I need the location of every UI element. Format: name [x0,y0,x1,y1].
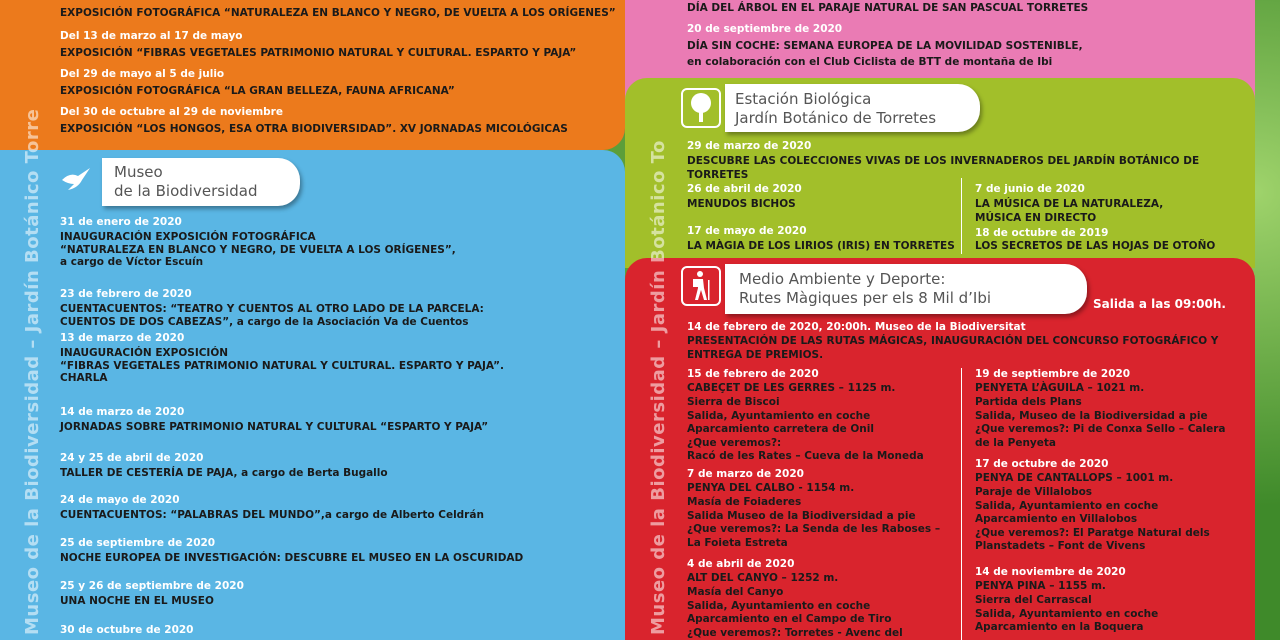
hiker-icon [688,270,714,302]
exhibition-date: Del 13 de marzo al 17 de mayo [60,30,243,42]
salida-time: Salida a las 09:00h. [1093,297,1226,311]
exhibition-date: Del 30 de octubre al 29 de noviembre [60,106,283,118]
estacion-title: DESCUBRE LAS COLECCIONES VIVAS DE LOS INVERNADEROS DEL JARDÍN BOTÁNICO DE [687,155,1200,167]
medio-header [725,264,1087,314]
medio-divider [961,368,962,640]
vertical-label-right: Museo de la Biodiversidad – Jardín Botánico To [648,140,669,635]
route-detail: Salida, Ayuntamiento en coche [975,607,1159,620]
medio-intro-title: PRESENTACIÓN DE LAS RUTAS MÁGICAS, INAUGURACIÓN DEL CONCURSO FOTOGRÁFICO Y [687,335,1219,347]
exhibition-date: Del 29 de mayo al 5 de julio [60,68,225,80]
museo-event-date: 25 y 26 de septiembre de 2020 [60,580,244,592]
route-detail: Salida Museo de la Biodiversidad a pie [687,509,916,522]
estacion-title: LOS SECRETOS DE LAS HOJAS DE OTOÑO [975,240,1216,252]
museo-event-date: 25 de septiembre de 2020 [60,537,216,549]
route-detail: Sierra de Biscoi [687,396,780,408]
museo-header-line2: de la Biodiversidad [114,182,258,200]
route-detail: ¿Que veremos?: [687,436,782,449]
route-detail: La Foieta Estreta [687,536,788,549]
medio-panel [625,258,1255,640]
route-date: 7 de marzo de 2020 [687,468,804,480]
estacion-title: TORRETES [687,169,749,181]
route-detail: Partida dels Plans [975,396,1082,408]
museo-event-line: NOCHE EUROPEA DE INVESTIGACIÓN: DESCUBRE EL MUSEO EN LA OSCURIDAD [60,552,524,564]
museo-event-line: INAUGURACIÓN EXPOSICIÓN FOTOGRÁFICA [60,231,316,243]
route-detail: ¿Que veremos?: El Paratge Natural dels [975,526,1210,539]
route-detail: Aparcamiento en la Boquera [975,621,1144,633]
route-date: 15 de febrero de 2020 [687,368,819,380]
museo-event-line: “FIBRAS VEGETALES PATRIMONIO NATURAL Y CULTURAL. ESPARTO Y PAJA”. [60,359,504,372]
route-detail: ¿Que veremos?: La Senda de les Raboses – [687,523,941,535]
medio-intro-title: ENTREGA DE PREMIOS. [687,349,824,361]
museo-icon-box [56,160,96,200]
route-title: PENYA PINA – 1155 m. [975,580,1106,592]
hiker-icon-box [681,266,721,306]
tree-icon-box [681,88,721,128]
route-title: CABEÇET DE LES GERRES – 1125 m. [687,382,896,394]
estacion-date: 17 de mayo de 2020 [687,225,807,237]
route-detail: Sierra del Carrascal [975,594,1092,606]
museo-event-line: INAUGURACIÓN EXPOSICIÓN [60,347,229,359]
route-title: PENYA DE CANTALLOPS – 1001 m. [975,472,1174,484]
route-detail: Planstadets – Font de Vivens [975,540,1146,552]
bird-icon [60,166,92,194]
route-detail: Salida, Ayuntamiento en coche [687,599,871,612]
museo-event-date: 23 de febrero de 2020 [60,288,192,300]
museo-event-date: 13 de marzo de 2020 [60,332,185,344]
estacion-date: 7 de junio de 2020 [975,183,1085,195]
route-detail: Salida, Museo de la Biodiversidad a pie [975,409,1208,422]
route-date: 17 de octubre de 2020 [975,458,1109,470]
museo-event-line: “NATURALEZA EN BLANCO Y NEGRO, DE VUELTA A LOS ORÍGENES”, [60,243,456,256]
route-detail: Aparcamiento en el Campo de Tiro [687,613,892,625]
estacion-title: LA MÚSICA DE LA NATURALEZA, [975,198,1164,210]
museo-event-date: 30 de octubre de 2020 [60,624,194,636]
route-date: 4 de abril de 2020 [687,558,795,570]
museo-event-line: CUENTACUENTOS: “PALABRAS DEL MUNDO”,a cargo de Alberto Celdrán [60,509,484,521]
route-title: ALT DEL CANYO – 1252 m. [687,572,839,584]
route-detail: Aparcamiento carretera de Onil [687,423,874,435]
exhibition-title: EXPOSICIÓN “FIBRAS VEGETALES PATRIMONIO NATURAL Y CULTURAL. ESPARTO Y PAJA” [60,47,577,59]
pink-line: en colaboración con el Club Ciclista de BTT de montaña de Ibi [687,56,1053,68]
museo-event-line: a cargo de Víctor Escuín [60,256,204,268]
museo-event-date: 24 y 25 de abril de 2020 [60,452,204,464]
exhibition-title: EXPOSICIÓN “LOS HONGOS, ESA OTRA BIODIVERSIDAD”. XV JORNADAS MICOLÓGICAS [60,123,568,135]
museo-header-line1: Museo [114,163,163,181]
route-detail: Racó de les Rates – Cueva de la Moneda [687,450,924,462]
route-detail: de la Penyeta [975,436,1056,449]
pink-date: 20 de septiembre de 2020 [687,23,843,35]
route-title: PENYA DEL CALBO - 1154 m. [687,482,855,494]
pink-line: DÍA SIN COCHE: SEMANA EUROPEA DE LA MOVILIDAD SOSTENIBLE, [687,40,1083,52]
route-date: 14 de noviembre de 2020 [975,566,1126,578]
medio-header-line2: Rutes Màgiques per els 8 Mil d’Ibi [739,289,992,307]
estacion-title: LA MÀGIA DE LOS LIRIOS (IRIS) EN TORRETES [687,240,955,252]
museo-event-date: 24 de mayo de 2020 [60,494,180,506]
estacion-panel [625,78,1255,268]
museo-event-date: 31 de enero de 2020 [60,216,182,228]
route-detail: Masía del Canyo [687,586,784,598]
tree-icon [686,92,716,124]
museo-header [102,158,300,206]
museo-event-line: TALLER DE CESTERÍA DE PAJA, a cargo de Berta Bugallo [60,467,388,479]
route-detail: Paraje de Villalobos [975,486,1093,498]
orange-exhibitions-panel [0,0,625,150]
estacion-title: MENUDOS BICHOS [687,198,796,210]
vertical-label-left: Museo de la Biodiversidad – Jardín Botánico Torre [22,108,43,635]
estacion-divider [961,178,962,254]
museo-event-date: 14 de marzo de 2020 [60,406,185,418]
museo-event-line: CHARLA [60,372,108,384]
route-detail: ¿Que veremos?: Pi de Conxa Sello – Calera [975,423,1226,435]
estacion-header-line2: Jardín Botánico de Torretes [735,109,937,127]
estacion-header-line1: Estación Biológica [735,90,872,108]
route-detail: Aparcamiento en Villalobos [975,513,1138,525]
museo-panel [0,150,625,640]
estacion-date: 18 de octubre de 2019 [975,227,1109,239]
estacion-title: MÚSICA EN DIRECTO [975,212,1097,224]
pink-line: DÍA DEL ÁRBOL EN EL PARAJE NATURAL DE SAN PASCUAL TORRETES [687,2,1089,14]
estacion-header [725,84,980,132]
route-date: 19 de septiembre de 2020 [975,368,1131,380]
museo-event-line: CUENTACUENTOS: “TEATRO Y CUENTOS AL OTRO LADO DE LA PARCELA: [60,303,484,315]
medio-header-line1: Medio Ambiente y Deporte: [739,270,946,288]
exhibition-title: EXPOSICIÓN FOTOGRÁFICA “NATURALEZA EN BLANCO Y NEGRO, DE VUELTA A LOS ORÍGENES” [60,7,616,19]
museo-event-line: CUENTOS DE DOS CABEZAS”, a cargo de la Asociación Va de Cuentos [60,315,469,328]
route-detail: Masía de Foiaderes [687,496,802,508]
route-detail: Salida, Ayuntamiento en coche [975,499,1159,512]
route-detail: Salida, Ayuntamiento en coche [687,409,871,422]
route-title: PENYETA L’ÀGUILA – 1021 m. [975,382,1145,394]
museo-event-line: JORNADAS SOBRE PATRIMONIO NATURAL Y CULTURAL “ESPARTO Y PAJA” [60,421,489,433]
medio-intro-date: 14 de febrero de 2020, 20:00h. Museo de la Biodiversitat [687,321,1026,333]
estacion-date: 29 de marzo de 2020 [687,140,812,152]
exhibition-title: EXPOSICIÓN FOTOGRÁFICA “LA GRAN BELLEZA, FAUNA AFRICANA” [60,85,455,97]
route-detail: ¿Que veremos?: Torretes - Avenc del [687,626,903,639]
estacion-date: 26 de abril de 2020 [687,183,802,195]
museo-event-line: UNA NOCHE EN EL MUSEO [60,595,214,607]
